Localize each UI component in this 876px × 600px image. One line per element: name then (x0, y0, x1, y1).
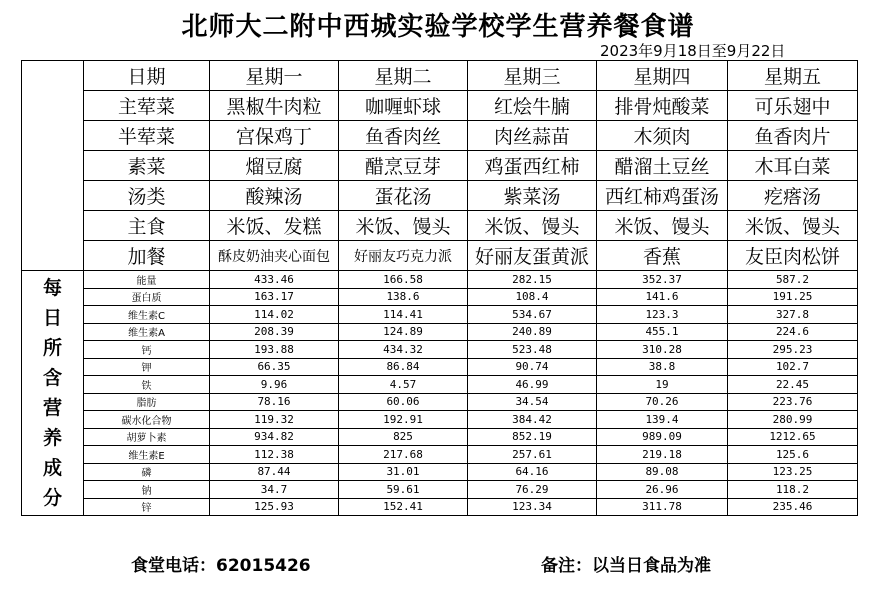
nutrition-row (22, 481, 858, 499)
nutrient-value: 235.46 (728, 498, 858, 516)
nutrient-value: 433.46 (210, 271, 339, 289)
meal-row-label: 加餐 (84, 241, 210, 271)
nutrient-value: 223.76 (728, 393, 858, 411)
side-char: 养 (42, 427, 62, 449)
side-char: 成 (42, 457, 62, 479)
nutrient-value: 125.6 (728, 446, 858, 464)
nutrient-value: 66.35 (210, 358, 339, 376)
meal-cell: 酸辣汤 (210, 181, 339, 211)
meal-row-label: 主荤菜 (84, 91, 210, 121)
meal-cell: 酥皮奶油夹心面包 (210, 241, 339, 271)
meal-cell: 宫保鸡丁 (210, 121, 339, 151)
meal-row-label: 汤类 (84, 181, 210, 211)
nutrient-value: 141.6 (597, 288, 728, 306)
header-day: 星期四 (597, 61, 728, 91)
footer-note: 备注：以当日食品为准 (541, 556, 711, 576)
side-char: 每 (42, 277, 62, 299)
meal-cell: 米饭、馒头 (339, 211, 468, 241)
nutrient-value: 123.3 (597, 306, 728, 324)
nutrition-side-label (22, 271, 84, 516)
nutrient-value: 31.01 (339, 463, 468, 481)
header-date-label: 日期 (84, 61, 210, 91)
nutrient-value: 38.8 (597, 358, 728, 376)
nutrient-value: 1212.65 (728, 428, 858, 446)
nutrient-value: 78.16 (210, 393, 339, 411)
nutrition-row (22, 358, 858, 376)
nutrient-value: 166.58 (339, 271, 468, 289)
meal-cell: 疙瘩汤 (728, 181, 858, 211)
nutrient-value: 295.23 (728, 341, 858, 359)
nutrient-value: 523.48 (468, 341, 597, 359)
meal-cell: 黑椒牛肉粒 (210, 91, 339, 121)
meal-cell: 肉丝蒜苗 (468, 121, 597, 151)
meal-cell: 好丽友蛋黄派 (468, 241, 597, 271)
nutrient-value: 217.68 (339, 446, 468, 464)
nutrient-value: 219.18 (597, 446, 728, 464)
side-char: 营 (42, 397, 62, 419)
nutrition-row (22, 446, 858, 464)
nutrient-value: 934.82 (210, 428, 339, 446)
nutrient-value: 327.8 (728, 306, 858, 324)
nutrient-label: 碳水化合物 (84, 411, 210, 429)
meal-cell: 熘豆腐 (210, 151, 339, 181)
nutrient-value: 224.6 (728, 323, 858, 341)
nutrition-row (22, 498, 858, 516)
nutrient-value: 587.2 (728, 271, 858, 289)
nutrient-value: 59.61 (339, 481, 468, 499)
nutrient-label: 维生素E (84, 446, 210, 464)
meal-cell: 木须肉 (597, 121, 728, 151)
header-day: 星期五 (728, 61, 858, 91)
meal-cell: 友臣肉松饼 (728, 241, 858, 271)
nutrient-value: 240.89 (468, 323, 597, 341)
meal-row (22, 181, 858, 211)
meal-row-label: 素菜 (84, 151, 210, 181)
nutrition-row (22, 463, 858, 481)
meal-row (22, 91, 858, 121)
nutrient-value: 89.08 (597, 463, 728, 481)
meal-row (22, 151, 858, 181)
meal-cell: 香蕉 (597, 241, 728, 271)
meal-cell: 红烩牛腩 (468, 91, 597, 121)
meal-cell: 木耳白菜 (728, 151, 858, 181)
nutrient-value: 989.09 (597, 428, 728, 446)
nutrient-value: 90.74 (468, 358, 597, 376)
header-day: 星期二 (339, 61, 468, 91)
side-char: 含 (42, 367, 62, 389)
meal-cell: 可乐翅中 (728, 91, 858, 121)
nutrition-side-chars (22, 273, 83, 513)
nutrient-value: 114.02 (210, 306, 339, 324)
nutrient-value: 102.7 (728, 358, 858, 376)
nutrient-value: 152.41 (339, 498, 468, 516)
nutrient-value: 87.44 (210, 463, 339, 481)
meal-cell: 米饭、馒头 (468, 211, 597, 241)
nutrient-value: 280.99 (728, 411, 858, 429)
meal-cell: 咖喱虾球 (339, 91, 468, 121)
nutrition-row (22, 411, 858, 429)
nutrient-label: 蛋白质 (84, 288, 210, 306)
nutrient-value: 34.54 (468, 393, 597, 411)
nutrient-value: 534.67 (468, 306, 597, 324)
nutrient-value: 139.4 (597, 411, 728, 429)
nutrient-value: 191.25 (728, 288, 858, 306)
meal-cell: 鱼香肉片 (728, 121, 858, 151)
meal-cell: 紫菜汤 (468, 181, 597, 211)
meal-cell: 米饭、馒头 (728, 211, 858, 241)
nutrient-label: 胡萝卜素 (84, 428, 210, 446)
canteen-phone: 食堂电话：62015426 (131, 556, 311, 576)
meal-row-label: 半荤菜 (84, 121, 210, 151)
nutrient-value: 118.2 (728, 481, 858, 499)
nutrient-label: 钙 (84, 341, 210, 359)
nutrient-value: 434.32 (339, 341, 468, 359)
meal-cell: 醋溜土豆丝 (597, 151, 728, 181)
nutrient-value: 64.16 (468, 463, 597, 481)
nutrient-value: 4.57 (339, 376, 468, 394)
meal-cell: 好丽友巧克力派 (339, 241, 468, 271)
meal-row (22, 241, 858, 271)
side-char: 所 (42, 337, 62, 359)
nutrient-value: 310.28 (597, 341, 728, 359)
side-char: 分 (42, 487, 62, 509)
nutrient-value: 125.93 (210, 498, 339, 516)
side-char: 日 (42, 307, 62, 329)
nutrition-row (22, 271, 858, 289)
meal-cell: 鸡蛋西红柿 (468, 151, 597, 181)
nutrition-row (22, 306, 858, 324)
nutrient-value: 34.7 (210, 481, 339, 499)
nutrient-label: 维生素A (84, 323, 210, 341)
nutrient-value: 123.34 (468, 498, 597, 516)
nutrient-label: 维生素C (84, 306, 210, 324)
nutrition-row (22, 288, 858, 306)
nutrient-label: 脂肪 (84, 393, 210, 411)
nutrient-value: 138.6 (339, 288, 468, 306)
nutrient-value: 352.37 (597, 271, 728, 289)
meal-cell: 米饭、发糕 (210, 211, 339, 241)
meal-cell: 蛋花汤 (339, 181, 468, 211)
nutrient-value: 9.96 (210, 376, 339, 394)
nutrient-value: 46.99 (468, 376, 597, 394)
nutrient-label: 锌 (84, 498, 210, 516)
nutrient-value: 26.96 (597, 481, 728, 499)
meal-cell: 米饭、馒头 (597, 211, 728, 241)
nutrient-value: 124.89 (339, 323, 468, 341)
meal-row (22, 121, 858, 151)
nutrient-value: 193.88 (210, 341, 339, 359)
nutrient-label: 磷 (84, 463, 210, 481)
nutrient-value: 257.61 (468, 446, 597, 464)
nutrient-value: 852.19 (468, 428, 597, 446)
meal-cell: 西红柿鸡蛋汤 (597, 181, 728, 211)
nutrient-value: 208.39 (210, 323, 339, 341)
nutrient-value: 163.17 (210, 288, 339, 306)
page-title: 北师大二附中西城实验学校学生营养餐食谱 (181, 12, 695, 42)
nutrient-value: 119.32 (210, 411, 339, 429)
menu-table (21, 60, 858, 516)
header-day: 星期一 (210, 61, 339, 91)
nutrient-value: 19 (597, 376, 728, 394)
nutrient-value: 123.25 (728, 463, 858, 481)
nutrition-row (22, 323, 858, 341)
nutrient-label: 能量 (84, 271, 210, 289)
nutrient-value: 192.91 (339, 411, 468, 429)
nutrient-value: 114.41 (339, 306, 468, 324)
nutrient-value: 384.42 (468, 411, 597, 429)
nutrient-value: 455.1 (597, 323, 728, 341)
nutrient-value: 282.15 (468, 271, 597, 289)
nutrient-label: 铁 (84, 376, 210, 394)
date-range: 2023年9月18日至9月22日 (600, 42, 786, 60)
nutrition-row (22, 428, 858, 446)
meal-cell: 排骨炖酸菜 (597, 91, 728, 121)
header-day: 星期三 (468, 61, 597, 91)
nutrition-row (22, 376, 858, 394)
meal-row-label: 主食 (84, 211, 210, 241)
nutrient-value: 825 (339, 428, 468, 446)
nutrition-row (22, 341, 858, 359)
nutrient-label: 钠 (84, 481, 210, 499)
nutrient-value: 76.29 (468, 481, 597, 499)
meal-row (22, 211, 858, 241)
nutrient-value: 311.78 (597, 498, 728, 516)
nutrient-value: 86.84 (339, 358, 468, 376)
nutrition-row (22, 393, 858, 411)
nutrient-label: 钾 (84, 358, 210, 376)
nutrient-value: 112.38 (210, 446, 339, 464)
meal-cell: 鱼香肉丝 (339, 121, 468, 151)
meal-cell: 醋烹豆芽 (339, 151, 468, 181)
nutrient-value: 60.06 (339, 393, 468, 411)
nutrient-value: 108.4 (468, 288, 597, 306)
side-label-cell (22, 61, 84, 271)
nutrient-value: 22.45 (728, 376, 858, 394)
nutrient-value: 70.26 (597, 393, 728, 411)
header-row (22, 61, 858, 91)
